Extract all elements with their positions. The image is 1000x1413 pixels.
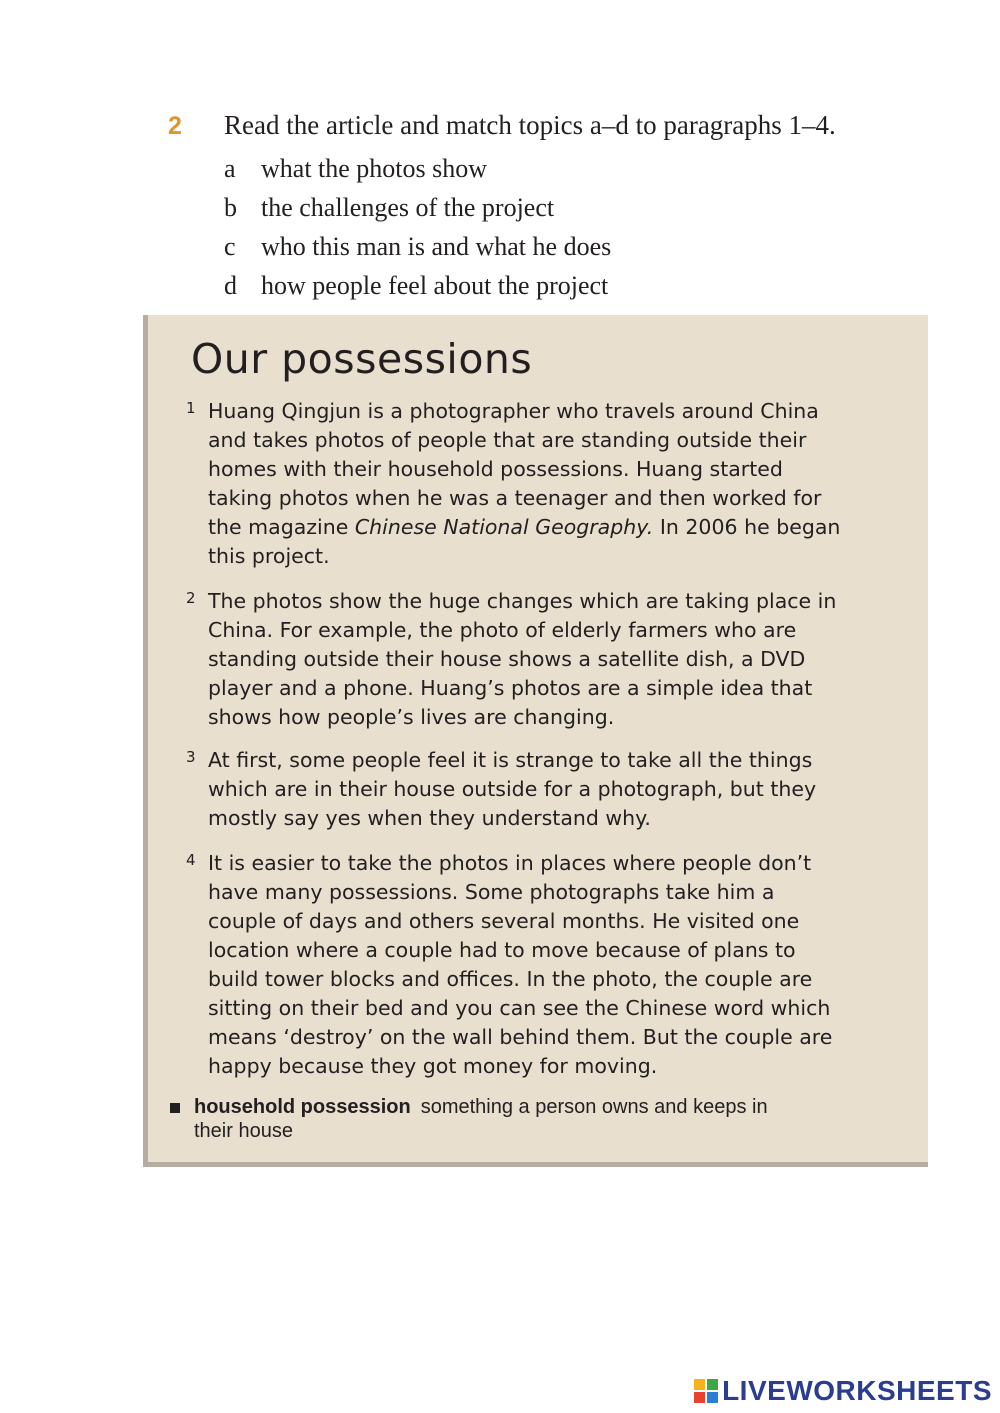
topic-item [224,266,948,305]
paragraph-text: At first, some people feel it is strange to take all the things which are in their house outside for a photograph, but they mostly say yes when they understand why. [208,748,817,830]
magazine-title: Chinese National Geography. [354,515,654,539]
glossary-term: household possession [194,1096,411,1118]
article-title: Our possessions [191,335,533,383]
topic-letter: d [224,271,237,300]
topic-text: how people feel about the project [261,271,609,300]
exercise-header [168,108,948,143]
paragraph-number: 3 [186,748,196,766]
paragraph-number: 1 [186,399,196,417]
glossary-note [166,1095,806,1143]
liveworksheets-brand [694,1375,992,1407]
topic-letter: c [224,232,236,261]
topic-list [224,149,948,305]
paragraph-2 [186,587,846,732]
paragraph-number: 2 [186,589,196,607]
topic-text: what the photos show [261,154,488,183]
topic-item [224,188,948,227]
glossary-content [194,1095,806,1143]
paragraph-number: 4 [186,851,196,869]
paragraph-text [208,397,846,571]
paragraph-text-part: In 2006 he began this project. [208,515,841,568]
paragraph-4 [186,849,846,1081]
article-box [143,315,928,1167]
topic-item [224,227,948,266]
glossary-definition: something a person owns and keeps in their house [194,1096,768,1142]
exercise-2 [168,108,948,305]
exercise-instruction: Read the article and match topics a–d to paragraphs 1–4. [224,110,836,140]
topic-letter: b [224,193,237,222]
liveworksheets-logo-icon [694,1379,718,1403]
topic-text: who this man is and what he does [261,232,612,261]
brand-name: LIVEWORKSHEETS [722,1375,992,1406]
topic-letter: a [224,154,236,183]
paragraph-text-part: Huang Qingjun is a photographer who travels around China and takes photos of people that are standing outside their homes with their household possessions. Huang started taking photos when he was a teenager and then worked for the magazine [208,399,822,539]
paragraph-1 [186,397,846,571]
square-bullet-icon [170,1103,180,1113]
topic-text: the challenges of the project [261,193,555,222]
paragraph-3 [186,746,846,833]
paragraph-text: It is easier to take the photos in places where people don’t have many possessions. Some photographs take him a couple of days and others several months. He visited one location where a couple had to move because of plans to build tower blocks and offices. In the photo, the couple are sitting on their bed and you can see the Chinese word which means ‘destroy’ on the wall behind them. But the couple are happy because they got money for moving. [208,851,833,1078]
paragraph-text: The photos show the huge changes which are taking place in China. For example, the photo of elderly farmers who are standing outside their house shows a satellite dish, a DVD player and a phone. Huang’s photos are a simple idea that shows how people’s lives are changing. [208,589,837,729]
topic-item [224,149,948,188]
exercise-number: 2 [168,112,182,140]
